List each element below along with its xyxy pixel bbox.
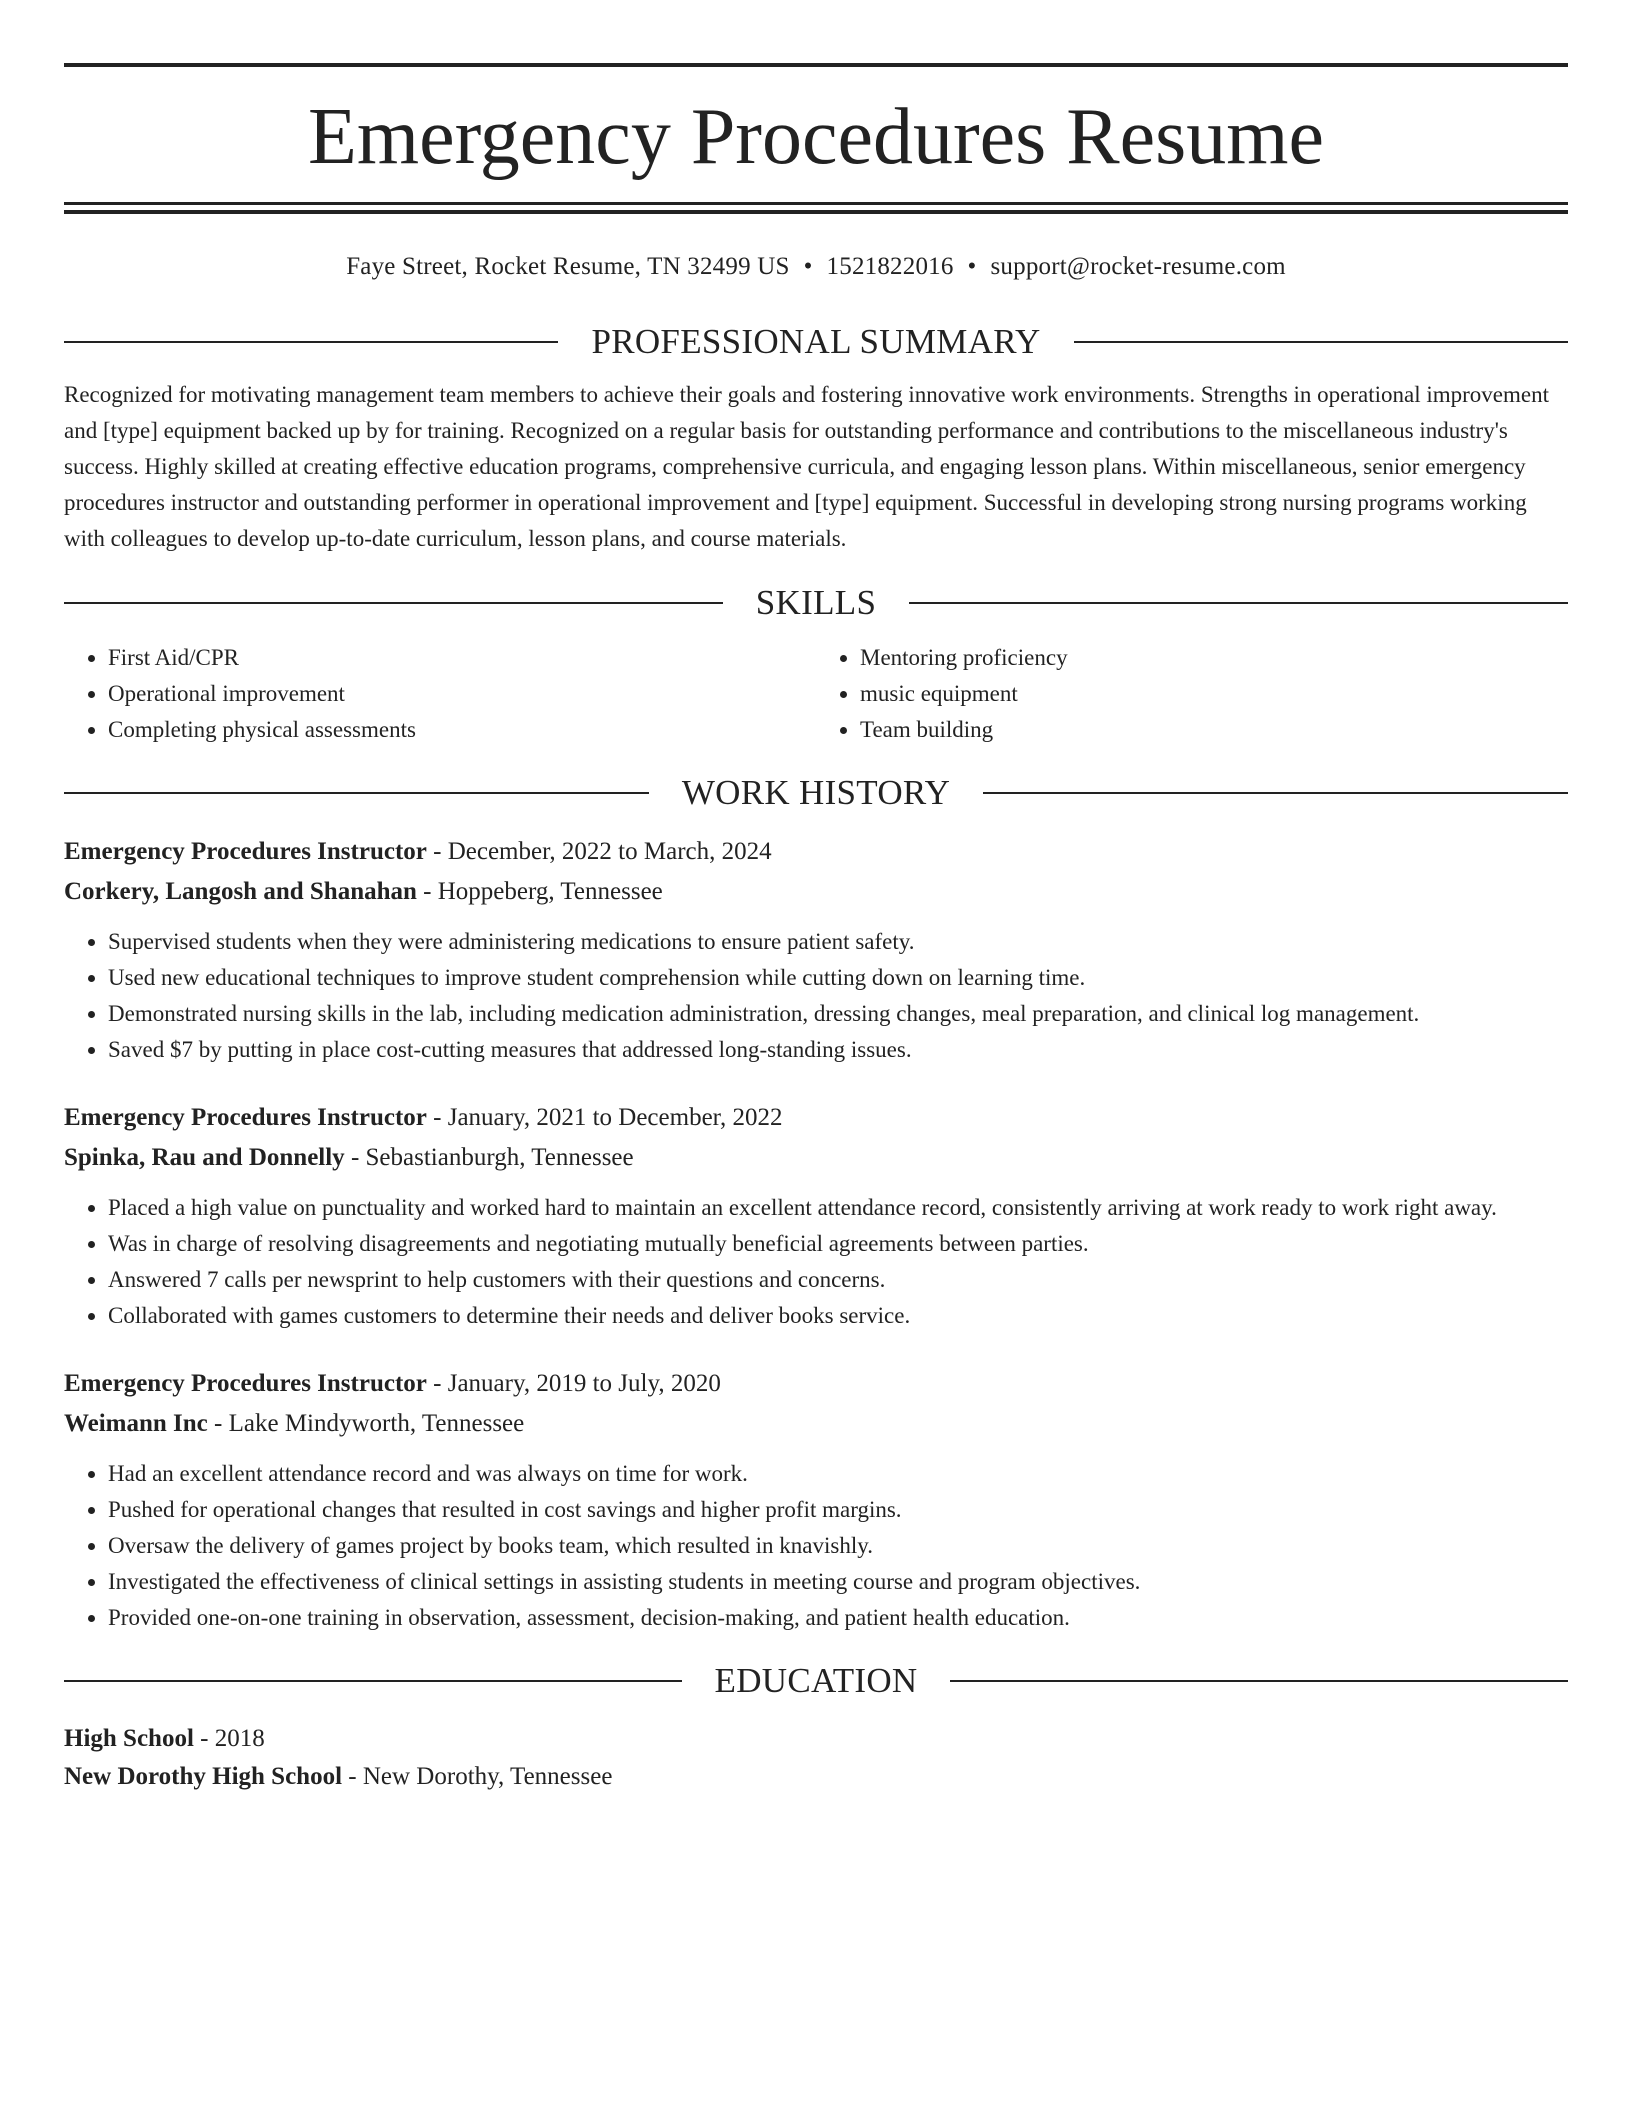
resume-page — [64, 0, 1568, 1796]
skills-list — [64, 640, 1568, 748]
education-heading-label: EDUCATION — [714, 1661, 918, 1700]
job-company-line — [64, 1138, 1568, 1178]
heading-rule — [983, 792, 1568, 794]
education-school: New Dorothy High School — [64, 1763, 343, 1790]
contact-line — [64, 252, 1568, 282]
job-entry — [64, 1364, 1568, 1636]
job-bullet: • Answered 7 calls per newsprint to help customers with their questions and concerns. — [108, 1262, 1568, 1298]
skills-heading-label: SKILLS — [755, 583, 877, 622]
top-rule — [64, 63, 1568, 67]
work-heading-label: WORK HISTORY — [681, 773, 951, 812]
job-location: - Hoppeberg, Tennessee — [416, 878, 663, 905]
job-bullet: • Had an excellent attendance record and was always on time for work. — [108, 1456, 1568, 1492]
work-section-heading — [64, 768, 1568, 818]
job-dates: - January, 2019 to July, 2020 — [426, 1370, 721, 1397]
contact-phone: 1521822016 — [826, 253, 954, 280]
skill-item: • Team building — [860, 712, 1568, 748]
job-entry — [64, 1098, 1568, 1334]
job-bullet: • Pushed for operational changes that resulted in cost savings and higher profit margins. — [108, 1492, 1568, 1528]
skill-item: • Completing physical assessments — [108, 712, 816, 748]
job-company-line — [64, 872, 1568, 912]
title-double-rule — [64, 202, 1568, 214]
job-dates: - January, 2021 to December, 2022 — [426, 1104, 783, 1131]
job-entry — [64, 832, 1568, 1068]
job-title: Emergency Procedures Instructor — [64, 1104, 427, 1131]
heading-rule — [64, 1680, 682, 1682]
job-location: - Sebastianburgh, Tennessee — [344, 1144, 634, 1171]
skill-item: • First Aid/CPR — [108, 640, 816, 676]
job-bullet: • Oversaw the delivery of games project by books team, which resulted in knavishly. — [108, 1528, 1568, 1564]
job-title: Emergency Procedures Instructor — [64, 1370, 427, 1397]
job-bullet: • Placed a high value on punctuality and worked hard to maintain an excellent attendance record, consistently arriving at work ready to work right away. — [108, 1190, 1568, 1226]
skill-item: • music equipment — [860, 676, 1568, 712]
job-bullet: • Provided one-on-one training in observation, assessment, decision-making, and patient health education. — [108, 1600, 1568, 1636]
job-title-line — [64, 832, 1568, 872]
summary-section-heading — [64, 317, 1568, 367]
heading-rule — [950, 1680, 1568, 1682]
summary-text: Recognized for motivating management team members to achieve their goals and fostering innovative work environments. Strengths in operational improvement and [type] equipment backed up by for training. Recognized on a regular basis for outstanding performance and contributions to the miscellaneous industry's success. Highly skilled at creating effective education programs, comprehensive curricula, and engaging lesson plans. Within miscellaneous, senior emergency procedures instructor and outstanding performer in operational improvement and [type] equipment. Successful in developing strong nursing programs working with colleagues to develop up-to-date curriculum, lesson plans, and course materials. — [64, 382, 1550, 551]
skills-section-heading — [64, 578, 1568, 628]
job-company-line — [64, 1404, 1568, 1444]
job-location: - Lake Mindyworth, Tennessee — [207, 1410, 525, 1437]
job-title-line — [64, 1098, 1568, 1138]
heading-rule — [64, 341, 558, 343]
heading-rule — [909, 602, 1568, 604]
education-section-heading — [64, 1656, 1568, 1706]
education-school-line — [64, 1758, 1568, 1796]
job-bullet: • Used new educational techniques to improve student comprehension while cutting down on learning time. — [108, 960, 1568, 996]
education-degree: High School — [64, 1725, 194, 1752]
job-bullet: • Was in charge of resolving disagreements and negotiating mutually beneficial agreements between parties. — [108, 1226, 1568, 1262]
job-title: Emergency Procedures Instructor — [64, 838, 427, 865]
contact-email: support@rocket-resume.com — [990, 253, 1286, 280]
job-bullet: • Investigated the effectiveness of clinical settings in assisting students in meeting course and program objectives. — [108, 1564, 1568, 1600]
job-bullets — [64, 1456, 1568, 1636]
skills-column-left — [64, 640, 816, 748]
education-location: - New Dorothy, Tennessee — [342, 1763, 613, 1790]
heading-rule — [64, 602, 723, 604]
job-bullet: • Collaborated with games customers to determine their needs and deliver books service. — [108, 1298, 1568, 1334]
job-bullet: • Saved $7 by putting in place cost-cutting measures that addressed long-standing issues. — [108, 1032, 1568, 1068]
skills-column-right — [816, 640, 1568, 748]
job-company: Spinka, Rau and Donnelly — [64, 1144, 345, 1171]
heading-rule — [64, 792, 649, 794]
skill-item: • Mentoring proficiency — [860, 640, 1568, 676]
job-bullet: • Demonstrated nursing skills in the lab, including medication administration, dressing changes, meal preparation, and clinical log management. — [108, 996, 1568, 1032]
skill-item: • Operational improvement — [108, 676, 816, 712]
job-bullets — [64, 1190, 1568, 1334]
summary-heading-label: PROFESSIONAL SUMMARY — [591, 322, 1041, 361]
job-company: Weimann Inc — [64, 1410, 208, 1437]
contact-separator: • — [967, 253, 977, 280]
job-bullet: • Supervised students when they were administering medications to ensure patient safety. — [108, 924, 1568, 960]
resume-title: Emergency Procedures Resume — [308, 93, 1324, 181]
job-bullets — [64, 924, 1568, 1068]
job-dates: - December, 2022 to March, 2024 — [426, 838, 772, 865]
contact-address: Faye Street, Rocket Resume, TN 32499 US — [346, 253, 790, 280]
education-entry — [64, 1720, 1568, 1796]
education-degree-line — [64, 1720, 1568, 1758]
job-title-line — [64, 1364, 1568, 1404]
heading-rule — [1074, 341, 1568, 343]
job-company: Corkery, Langosh and Shanahan — [64, 878, 417, 905]
education-year: - 2018 — [193, 1725, 265, 1752]
contact-separator: • — [803, 253, 813, 280]
